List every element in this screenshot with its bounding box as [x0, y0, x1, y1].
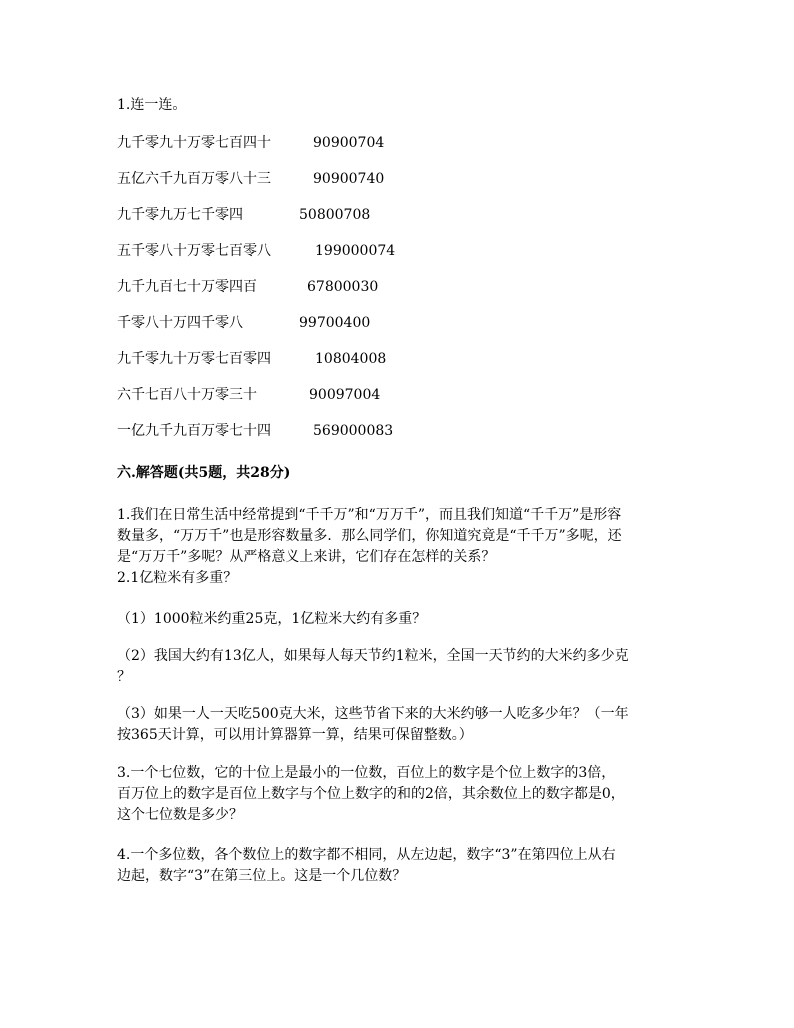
chinese-numeral: 五千零八十万零七百零八 [117, 243, 271, 259]
question-2-sub-2 [117, 646, 682, 688]
question-4 [117, 845, 682, 887]
question-line: 是“万万千”多呢？从严格意义上来讲，它们存在怎样的关系？ [117, 549, 496, 565]
chinese-numeral: 九千九百七十万零四百 [117, 279, 257, 295]
question-line: 3.一个七位数，它的十位上是最小的一位数，百位上的数字是个位上数字的3倍， [117, 765, 616, 781]
arabic-number: 50800708 [299, 207, 371, 223]
match-row [117, 313, 371, 333]
question-line: ？ [117, 669, 131, 685]
question-line: 按365天计算，可以用计算器算一算，结果可保留整数。） [117, 727, 473, 743]
match-row [117, 241, 396, 261]
question-1 [117, 505, 682, 568]
chinese-numeral: 九千零九十万零七百零四 [117, 351, 271, 367]
question-line: 这个七位数是多少？ [117, 807, 243, 823]
section-heading: 六.解答题(共5题，共28分) [117, 465, 291, 481]
match-row [117, 349, 387, 369]
question-line: （3）如果一人一天吃500克大米，这些节省下来的大米约够一人吃多少年？（一年 [117, 706, 629, 722]
question-line: 百万位上的数字是百位上数字与个位上数字的和的2倍，其余数位上的数字都是0， [117, 786, 625, 802]
match-row [117, 385, 381, 405]
chinese-numeral: 六千七百八十万零三十 [117, 387, 257, 403]
question-line: 数量多，“万万千”也是形容数量多．那么同学们，你知道究竟是“千千万”多呢，还 [117, 528, 622, 544]
question-line: （2）我国大约有13亿人，如果每人每天节约1粒米，全国一天节约的大米约多少克 [117, 648, 629, 664]
question-line: 1.我们在日常生活中经常提到“千千万”和“万万千”，而且我们知道“千千万”是形容 [117, 507, 622, 523]
match-row [117, 133, 385, 153]
match-row [117, 277, 379, 297]
question-line: 边起，数字“3”在第三位上。这是一个几位数？ [117, 868, 407, 884]
arabic-number: 90900704 [313, 135, 385, 151]
arabic-number: 569000083 [313, 423, 394, 439]
question-2-sub-1: （1）1000粒米约重25克，1亿粒米大约有多重？ [117, 611, 427, 627]
match-row [117, 421, 394, 441]
chinese-numeral: 九千零九十万零七百四十 [117, 135, 271, 151]
question-line: 4.一个多位数，各个数位上的数字都不相同，从左边起，数字“3”在第四位上从右 [117, 847, 616, 863]
chinese-numeral: 一亿九千九百万零七十四 [117, 423, 271, 439]
chinese-numeral: 九千零九万七千零四 [117, 207, 243, 223]
match-row [117, 169, 385, 189]
question-2-sub-3 [117, 704, 682, 746]
question-2-title: 2.1亿粒米有多重？ [117, 570, 238, 586]
arabic-number: 99700400 [299, 315, 371, 331]
arabic-number: 199000074 [315, 243, 396, 259]
question-3 [117, 763, 682, 826]
arabic-number: 10804008 [315, 351, 387, 367]
arabic-number: 90900740 [313, 171, 385, 187]
chinese-numeral: 千零八十万四千零八 [117, 315, 243, 331]
chinese-numeral: 五亿六千九百万零八十三 [117, 171, 271, 187]
arabic-number: 90097004 [309, 387, 381, 403]
connect-title: 1.连一连。 [117, 97, 187, 113]
arabic-number: 67800030 [307, 279, 379, 295]
match-row [117, 205, 371, 225]
